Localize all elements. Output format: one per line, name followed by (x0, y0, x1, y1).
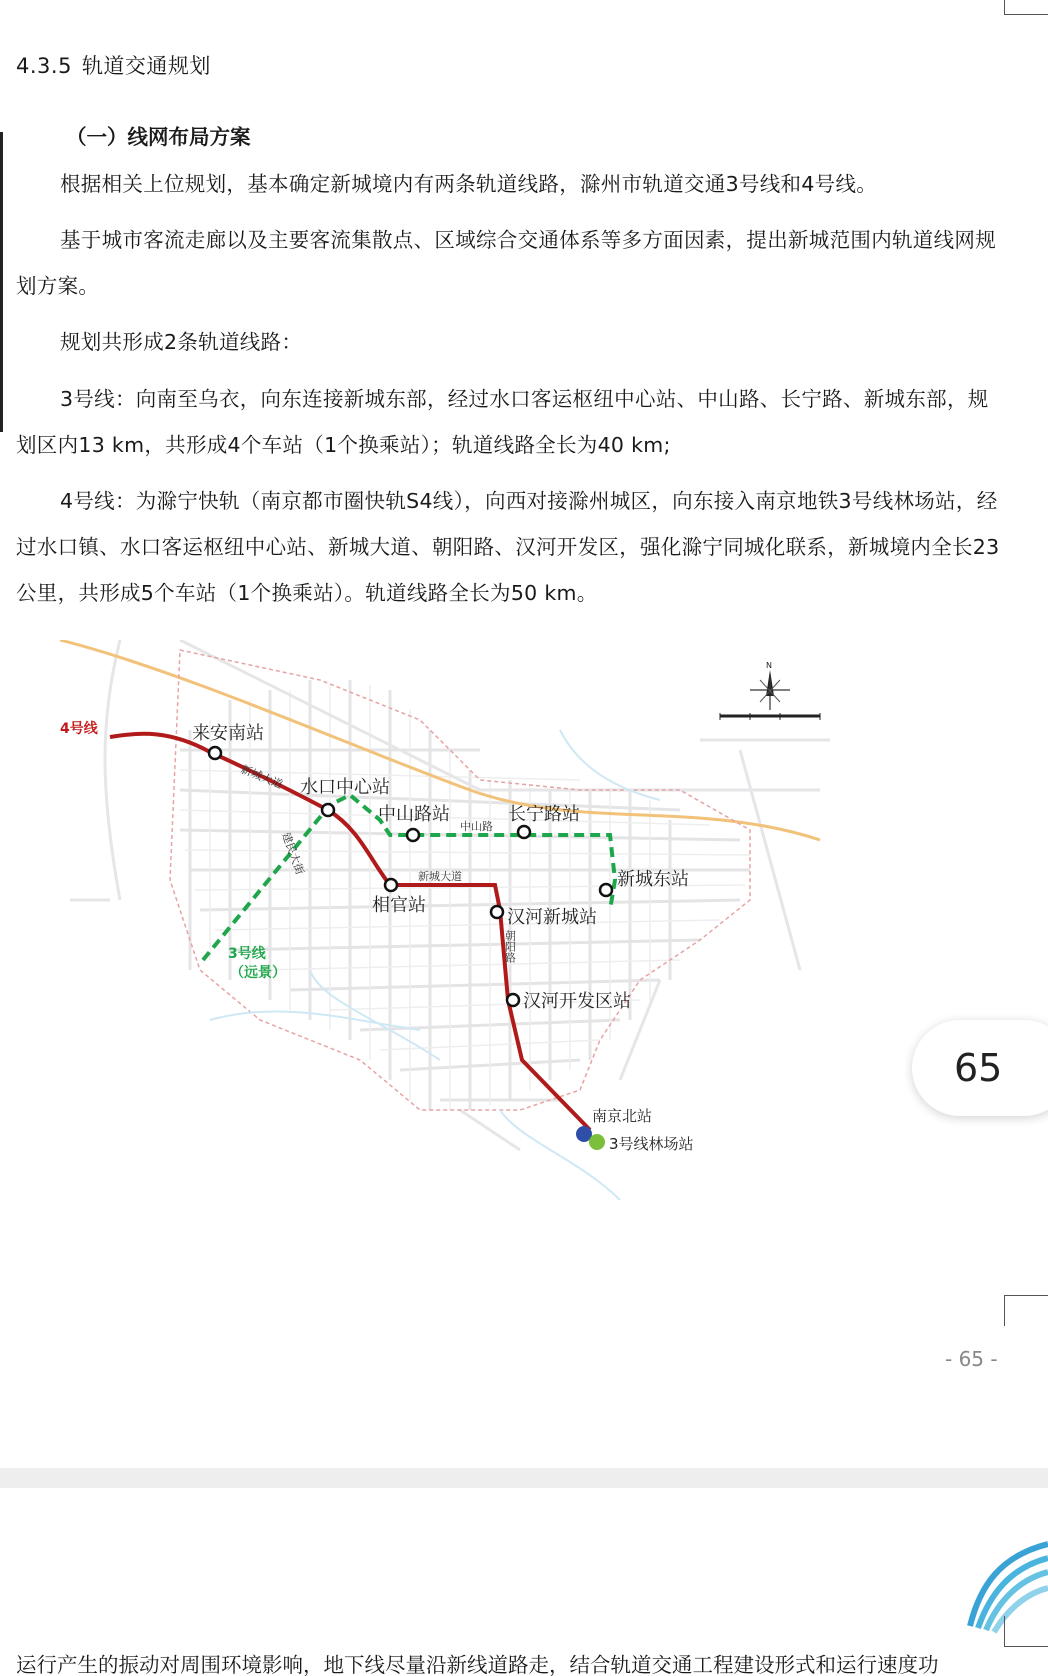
left-edge-bar (0, 132, 3, 432)
paragraph-2 (16, 217, 1006, 309)
paragraph-1-text: 根据相关上位规划，基本确定新城境内有两条轨道线路，滁州市轨道交通3号线和4号线。 (60, 172, 878, 196)
next-page (0, 1488, 1048, 1676)
linchang-icon (589, 1134, 605, 1150)
crop-mark-bottom-right (1004, 1295, 1048, 1326)
station-zhongshanlu-label: 中山路站 (378, 804, 450, 825)
paragraph-1 (16, 161, 1006, 207)
north-arrow-icon (750, 670, 790, 710)
station-zhongshanlu-marker (407, 829, 419, 841)
section-heading (16, 50, 221, 80)
section-number: 4.3.5 (16, 54, 72, 78)
scale-bar (720, 713, 820, 720)
station-xiangyi-marker (385, 879, 397, 891)
road-chaoyanglu-label: 朝阳路 (503, 930, 517, 963)
paragraph-5 (16, 478, 1006, 616)
paragraph-4-text: 3号线：向南至乌衣，向东连接新城东部，经过水口客运枢纽中心站、中山路、长宁路、新城东部，规划区内13 km，共形成4个车站（1个换乘站）；轨道线路全长为40 km; (16, 387, 989, 457)
rail-network-map (60, 640, 900, 1240)
paragraph-4 (16, 376, 1006, 468)
station-xinchengdong-label: 新城东站 (617, 869, 689, 890)
station-linchang-label: 3号线林场站 (609, 1135, 694, 1153)
station-hanhe-xincheng-label: 汉河新城站 (507, 907, 597, 928)
crop-mark-top-right (1004, 0, 1048, 15)
next-page-text: 运行产生的振动对周围环境影响，地下线尽量沿新线道路走，结合轨道交通工程建设形式和运行速度功 (16, 1653, 939, 1676)
station-hanhe-xincheng-marker (491, 906, 503, 918)
page-footer-number: - 65 - (945, 1347, 998, 1371)
subheading: （一）线网布局方案 (66, 125, 251, 149)
page-number-badge[interactable]: 65 (912, 1020, 1048, 1116)
road-zhongshanlu-label: 中山路 (460, 820, 493, 833)
station-xiangyi-label: 相官站 (372, 895, 426, 916)
station-nanjing-bei-label: 南京北站 (592, 1107, 653, 1125)
station-laian-nan-label: 来安南站 (192, 723, 264, 744)
paragraph-3 (16, 319, 1006, 365)
station-hanhe-kaifaqu-label: 汉河开发区站 (523, 991, 631, 1012)
north-label: N (766, 661, 772, 670)
road-jiemin-label: 建民大街 (279, 830, 307, 877)
paragraph-2-text: 基于城市客流走廊以及主要客流集散点、区域综合交通体系等多方面因素，提出新城范围内轨道线网规划方案。 (16, 228, 996, 298)
station-laian-nan-marker (209, 747, 221, 759)
line-3-label: 3号线 (228, 946, 266, 962)
paragraph-5-text: 4号线：为滁宁快轨（南京都市圈快轨S4线），向西对接滁州城区，向东接入南京地铁3号线林场站，经过水口镇、水口客运枢纽中心站、新城大道、朝阳路、汉河开发区，强化滁宁同城化联系，新城境内全长23公里，共形成5个车站（1个换乘站）。轨道线路全长为50 km。 (16, 489, 1000, 605)
road-xinchengdadao-label-1: 新城大道 (238, 762, 285, 792)
station-xinchengdong-marker (600, 884, 612, 896)
line-4-label: 4号线 (60, 721, 98, 737)
line-3-note: （远景） (230, 965, 286, 981)
paragraph-3-text: 规划共形成2条轨道线路： (60, 330, 303, 354)
station-changninglu-label: 长宁路站 (508, 804, 580, 825)
page-gap (0, 1468, 1048, 1488)
crop-mark-next-page (1004, 1616, 1048, 1647)
station-shuikou-marker (322, 804, 334, 816)
station-shuikou-label: 水口中心站 (300, 777, 390, 798)
station-hanhe-kaifaqu-marker (507, 994, 519, 1006)
section-title: 轨道交通规划 (81, 54, 211, 78)
station-changninglu-marker (518, 826, 530, 838)
road-xinchengdadao-label-2: 新城大道 (418, 870, 462, 883)
